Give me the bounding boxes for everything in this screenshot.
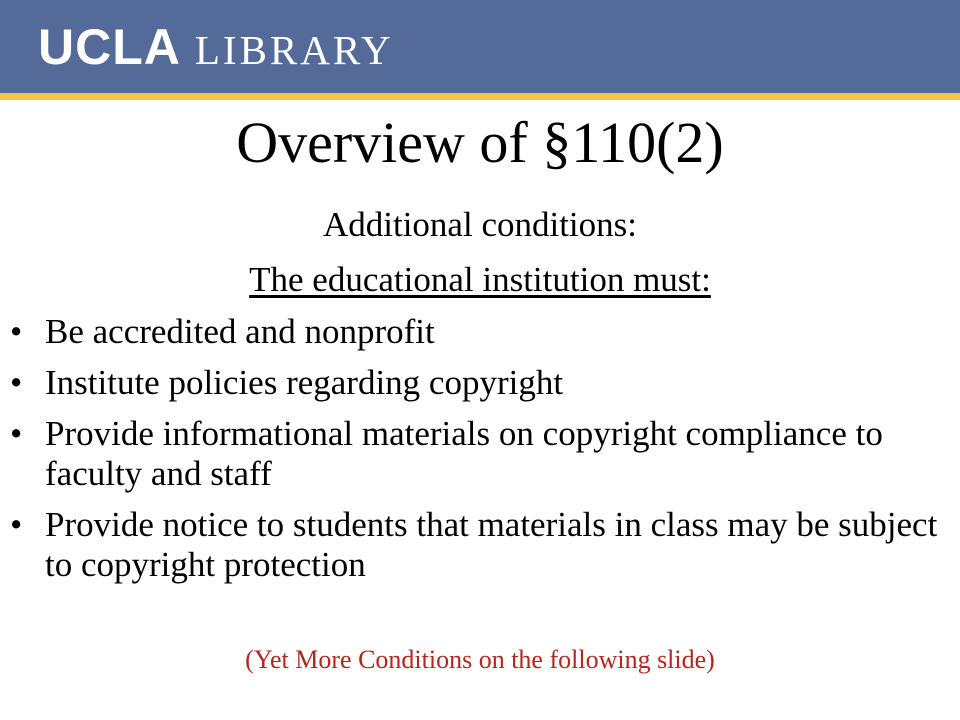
bullet-text: Be accredited and nonprofit bbox=[45, 312, 435, 351]
footnote: (Yet More Conditions on the following slide) bbox=[245, 645, 715, 674]
header-accent-rule bbox=[0, 93, 960, 100]
bullet-item bbox=[0, 414, 960, 494]
logo-ucla-text: UCLA bbox=[38, 19, 181, 75]
bullet-item bbox=[0, 363, 960, 403]
bullet-list bbox=[0, 312, 960, 596]
bullet-icon: • bbox=[10, 505, 23, 544]
bullet-icon: • bbox=[10, 414, 23, 453]
slide-subtitle: Additional conditions: bbox=[322, 205, 637, 244]
ucla-library-logo bbox=[38, 18, 394, 78]
bullet-icon: • bbox=[10, 312, 23, 351]
bullet-text: Provide notice to students that materials in class may be subject to copyright protection bbox=[45, 505, 938, 584]
logo-library-text: LIBRARY bbox=[194, 27, 394, 73]
bullet-icon: • bbox=[10, 363, 23, 402]
slide-title: Overview of §110(2) bbox=[236, 110, 724, 175]
bullet-item bbox=[0, 312, 960, 352]
bullet-item bbox=[0, 505, 960, 585]
bullet-text: Provide informational materials on copyright compliance to faculty and staff bbox=[45, 414, 883, 493]
slide-lead-text: The educational institution must: bbox=[249, 260, 711, 299]
bullet-text: Institute policies regarding copyright bbox=[45, 363, 564, 402]
slide-lead bbox=[0, 259, 960, 301]
